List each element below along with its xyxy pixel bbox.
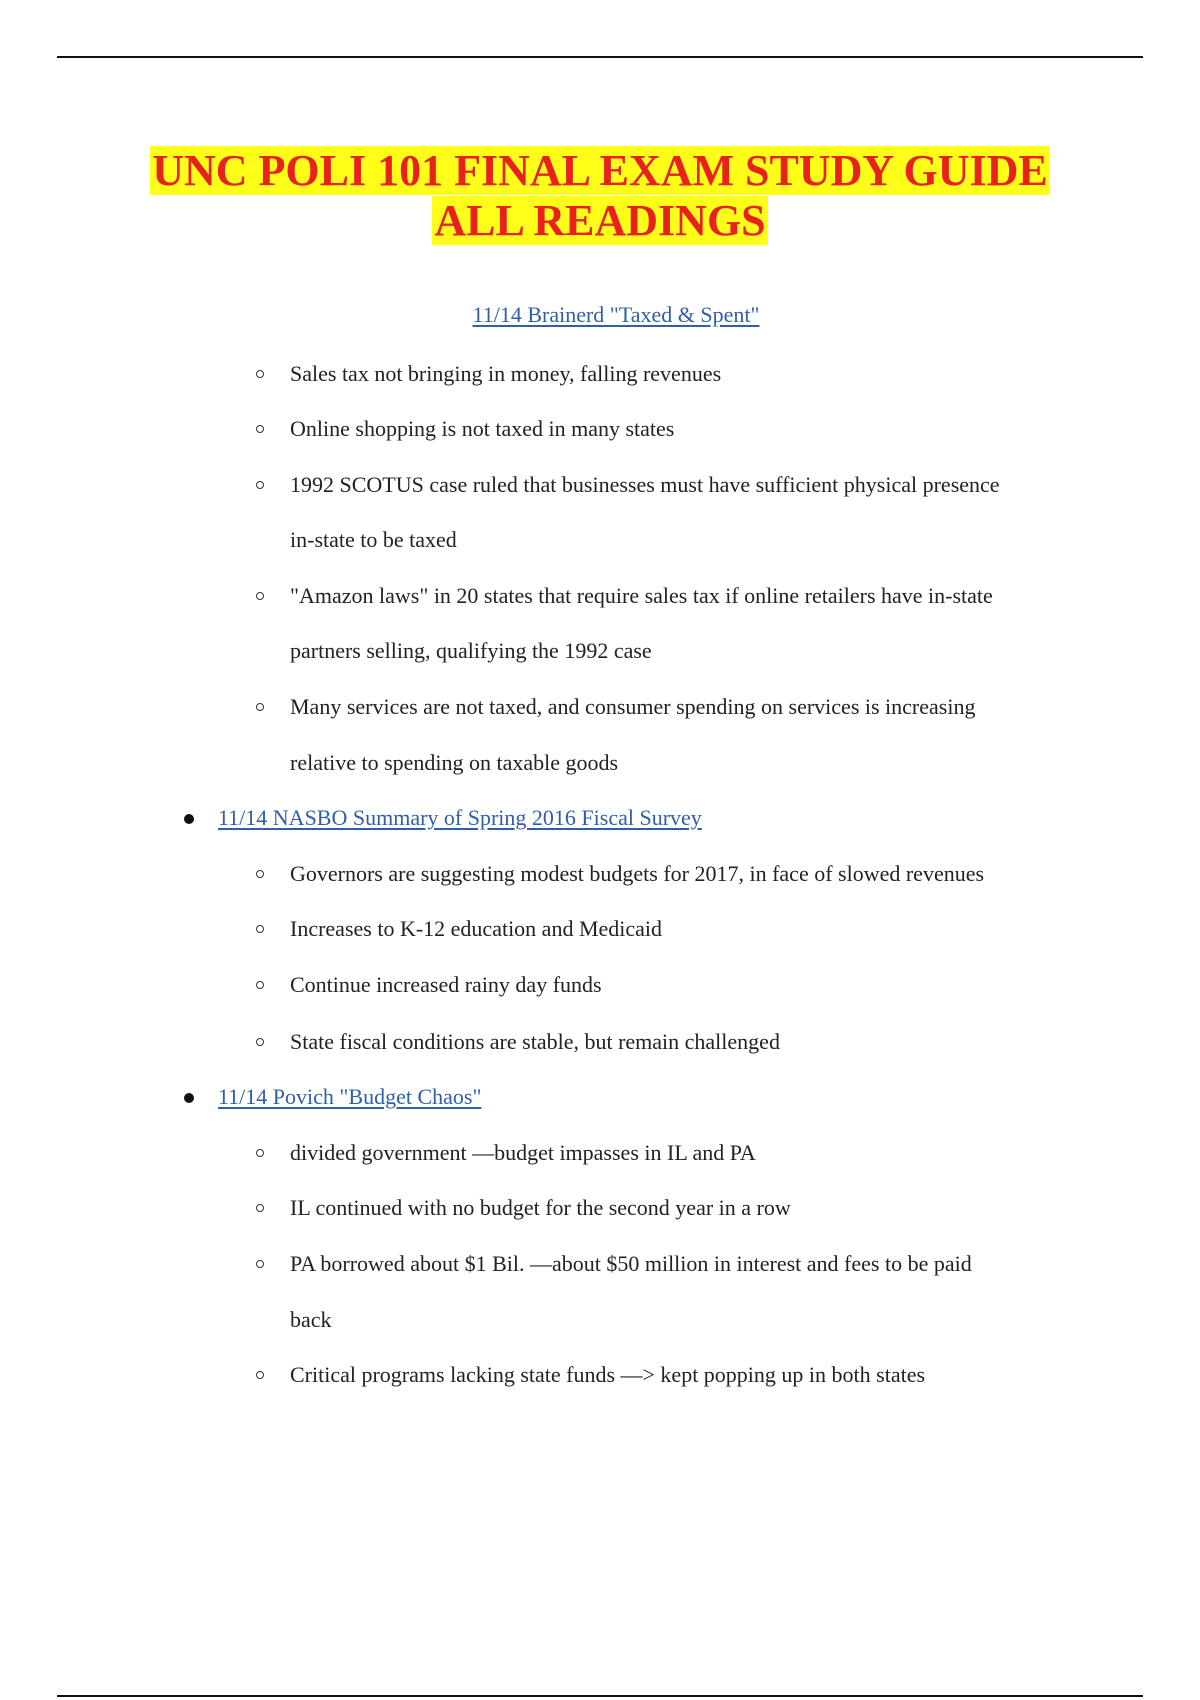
povich-reading-link[interactable]: 11/14 Povich "Budget Chaos" (218, 1084, 482, 1109)
section-heading-povich (218, 1083, 481, 1111)
circle-bullet-icon (256, 925, 264, 933)
page-title (0, 146, 1200, 246)
section-heading-brainerd (0, 302, 1200, 328)
list-item: divided government —budget impasses in IL and PA (290, 1140, 756, 1165)
circle-bullet-icon (256, 481, 264, 489)
top-rule (57, 56, 1143, 58)
list-item-continuation: in-state to be taxed (290, 527, 457, 552)
circle-bullet-icon (256, 1204, 264, 1212)
filled-bullet-icon (184, 814, 194, 824)
title-line-1: UNC POLI 101 FINAL EXAM STUDY GUIDE (152, 146, 1048, 195)
list-item: Continue increased rainy day funds (290, 972, 602, 997)
section-heading-nasbo (218, 804, 702, 832)
list-item-continuation: partners selling, qualifying the 1992 case (290, 638, 652, 663)
bottom-rule (57, 1695, 1143, 1697)
circle-bullet-icon (256, 425, 264, 433)
list-item: "Amazon laws" in 20 states that require sales tax if online retailers have in-state (290, 583, 993, 608)
filled-bullet-icon (184, 1093, 194, 1103)
list-item: Critical programs lacking state funds —> kept popping up in both states (290, 1362, 926, 1387)
list-item: Online shopping is not taxed in many states (290, 416, 675, 441)
list-item: Increases to K-12 education and Medicaid (290, 916, 663, 941)
circle-bullet-icon (256, 1260, 264, 1268)
circle-bullet-icon (256, 981, 264, 989)
nasbo-reading-link[interactable]: 11/14 NASBO Summary of Spring 2016 Fiscal Survey (218, 805, 702, 830)
list-item: Many services are not taxed, and consumer spending on services is increasing (290, 694, 976, 719)
list-item: Governors are suggesting modest budgets for 2017, in face of slowed revenues (290, 861, 985, 886)
circle-bullet-icon (256, 1038, 264, 1046)
circle-bullet-icon (256, 1371, 264, 1379)
title-line-2: ALL READINGS (434, 196, 766, 245)
list-item: Sales tax not bringing in money, falling revenues (290, 361, 722, 386)
circle-bullet-icon (256, 870, 264, 878)
list-item: PA borrowed about $1 Bil. —about $50 million in interest and fees to be paid (290, 1251, 972, 1276)
list-item-continuation: relative to spending on taxable goods (290, 750, 619, 775)
brainerd-reading-link[interactable]: 11/14 Brainerd "Taxed & Spent" (472, 302, 760, 327)
list-item: 1992 SCOTUS case ruled that businesses must have sufficient physical presence (290, 472, 1000, 497)
list-item-continuation: back (290, 1307, 332, 1332)
circle-bullet-icon (256, 592, 264, 600)
circle-bullet-icon (256, 370, 264, 378)
circle-bullet-icon (256, 1149, 264, 1157)
circle-bullet-icon (256, 703, 264, 711)
list-item: IL continued with no budget for the second year in a row (290, 1195, 791, 1220)
list-item: State fiscal conditions are stable, but remain challenged (290, 1029, 780, 1054)
